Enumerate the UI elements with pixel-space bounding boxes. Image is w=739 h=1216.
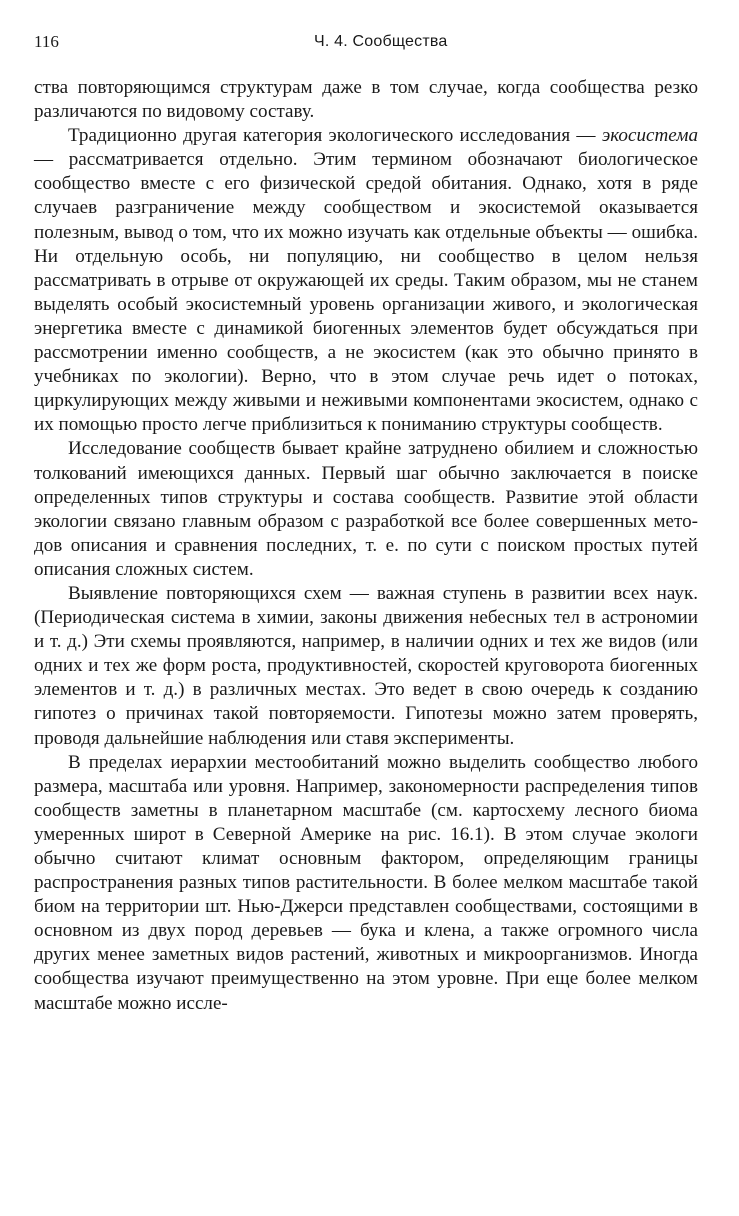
paragraph-habitat-hierarchy: В пределах иерархии местообитаний можно выделить сообщество любого размера, масштаба или уровня. Например, закономерности распределения типов сообществ заметны в планетарном масштабе (см. картосхему лесного биома умеренных широт в Северной Америке на рис. 16.1). В этом случае экологи обычно считают климат основным фактором, определяющим границы распространения разных типов растительности. В более мелком масштабе такой биом на территории шт. Нью-Джерси представлен сообществами, состоящими в основном из двух пород деревьев — бука и клена, а также огромного числа других менее заметных видов растений, животных и микроорганизмов. Иногда сообщества изучают преимущественно на этом уровне. При еще более мелком масштабе можно иссле- — [34, 751, 698, 1014]
page-header — [34, 30, 698, 54]
term-ecosystem: экосистема — [601, 125, 698, 147]
running-head: Ч. 4. Сообщества — [314, 33, 448, 50]
paragraph-ecosystem: Традиционно другая категория экологического исследования — экосистема — рассматривается отдельно. Этим термином обозначают биологическое сообщество вместе с его физической средой обитания. Однако, хотя в ряде случаев разграничение между сообществом и экосистемой оказывается полезным, вывод о том, что их можно изучать как отдельные объекты — ошибка. Ни отдельную особь, ни популяцию, ни сообщество в целом нельзя рассматривать в отрыве от окружающей их среды. Таким образом, мы не станем выделять особый экосистемный уровень организации живого, и экологическая энергетика вместе с динамикой биогенных элементов будет обсуждаться при рассмотрении именно сообществ, а не экосистем (как это обычно принято в учебниках по экологии). Верно, что в этом случае речь идет о потоках, циркулирующих между живыми и неживыми компонентами экосистем, однако с их помощью просто легче приблизиться к пониманию структуры сообществ. — [34, 125, 698, 436]
paragraph-community-research: Исследование сообществ бывает крайне затруднено обилием и сложностью толкований имеющихся данных. Первый шаг обычно заключается в поиске определенных типов структуры и состава сообществ. Развитие этой области экологии связано главным образом с разработкой все более совершенных методов описания и сравнения последних, т. е. по сути с поиском простых путей описания сложных систем. — [34, 438, 698, 580]
book-page — [34, 30, 698, 1016]
page-number: 116 — [34, 32, 59, 51]
body-text — [34, 76, 698, 1016]
paragraph-repeating-patterns: Выявление повторяющихся схем — важная ступень в развитии всех наук. (Периодическая система в химии, законы движения небесных тел в астрономии и т. д.) Эти схемы проявляются, например, в наличии одних и тех же видов (или одних и тех же форм роста, продуктивностей, скоростей круговорота биогенных элементов и т. д.) в различных местах. Это ведет в свою очередь к созданию гипотез о причинах такой повторяемости. Гипотезы можно затем проверять, проводя дальнейшие наблюдения или ставя эксперименты. — [34, 582, 698, 749]
paragraph-continuation: ства повторяющимся структурам даже в том случае, когда сообщества резко различаются по видовому составу. — [34, 77, 698, 123]
